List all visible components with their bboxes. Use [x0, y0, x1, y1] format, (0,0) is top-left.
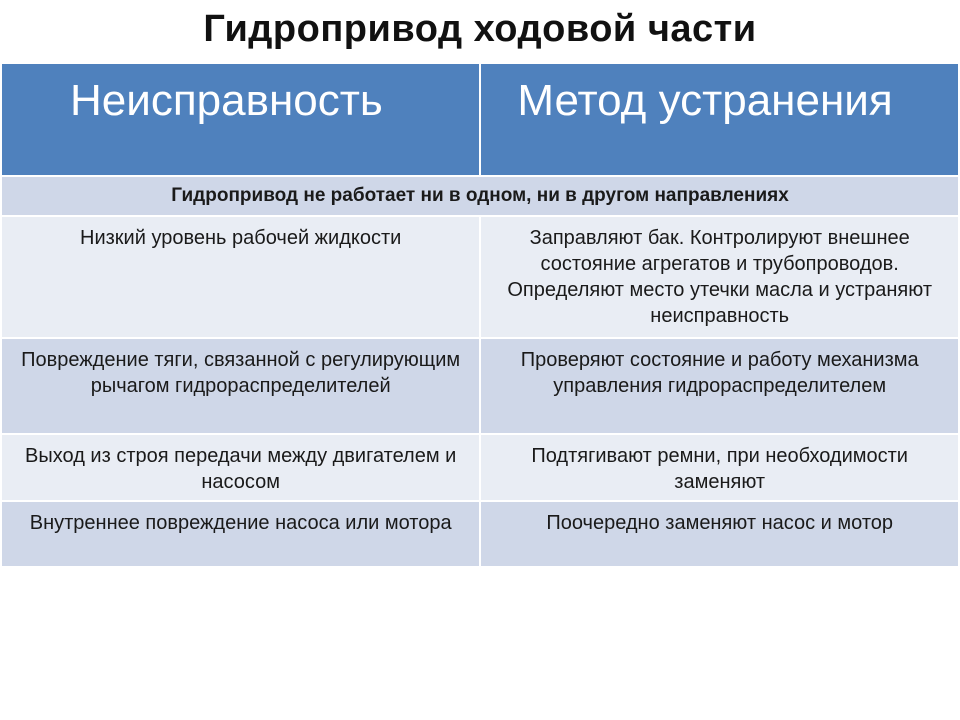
fix-cell: [480, 501, 959, 567]
fault-cell: [1, 434, 480, 501]
table-row: [1, 434, 959, 501]
header-fix-method: [480, 64, 959, 176]
fault-table: [0, 64, 960, 568]
table-row: [1, 216, 959, 338]
fix-cell: [480, 216, 959, 338]
fix-text: Подтягивают ремни, при необходимости заменяют: [531, 445, 908, 493]
fault-cell: [1, 501, 480, 567]
section-row: [1, 176, 959, 216]
fault-text: Повреждение тяги, связанной с регулирующим рычагом гидрораспределителей: [21, 349, 461, 397]
fix-text: Поочередно заменяют насос и мотор: [546, 512, 894, 534]
fault-text: Выход из строя передачи между двигателем и насосом: [25, 445, 457, 493]
fault-text: Внутреннее повреждение насоса или мотора: [29, 512, 452, 534]
table-row: [1, 501, 959, 567]
fault-text: Низкий уровень рабочей жидкости: [80, 227, 402, 249]
fault-cell: [1, 216, 480, 338]
fault-cell: [1, 338, 480, 434]
page-title: Гидропривод ходовой части: [203, 8, 757, 50]
table-row: [1, 338, 959, 434]
header-fault-label: Неисправность: [70, 76, 383, 125]
fix-cell: [480, 434, 959, 501]
fix-cell: [480, 338, 959, 434]
table-header-row: [1, 64, 959, 176]
section-heading: Гидропривод не работает ни в одном, ни в другом направлениях: [1, 176, 959, 216]
header-fault: [1, 64, 480, 176]
header-fix-method-label: Метод устранения: [517, 76, 893, 125]
fix-text: Проверяют состояние и работу механизма управления гидрораспределителем: [520, 349, 919, 397]
fix-text: Заправляют бак. Контролируют внешнее состояние агрегатов и трубопроводов. Определяют место утечки масла и устраняют неисправность: [507, 227, 932, 327]
